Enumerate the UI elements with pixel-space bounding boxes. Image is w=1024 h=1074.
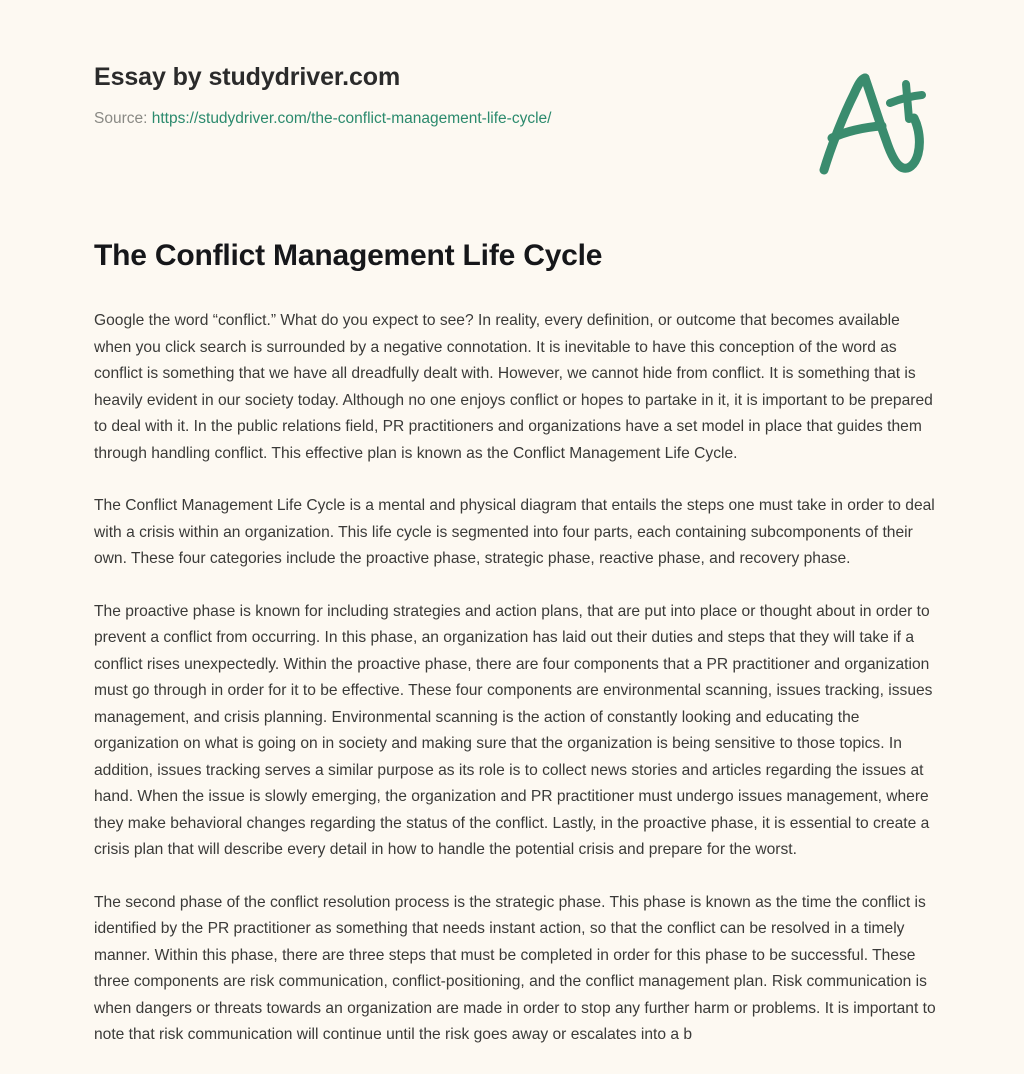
source-line <box>94 109 734 129</box>
paragraph-1: Google the word “conflict.” What do you expect to see? In reality, every definition, or outcome that becomes available when you click search is surrounded by a negative connotation. It is inevitable to have this conception of the word as conflict is something that we have all dreadfully dealt with. However, we cannot hide from conflict. It is something that is heavily evident in our society today. Although no one enjoys conflict or hopes to partake in it, it is important to be prepared to deal with it. In the public relations field, PR practitioners and organizations have a set model in place that guides them through handling conflict. This effective plan is known as the Conflict Management Life Cycle. <box>94 312 933 462</box>
paragraph-2: The Conflict Management Life Cycle is a mental and physical diagram that entails the steps one must take in order to deal with a crisis within an organization. This life cycle is segmented into four parts, each containing subcomponents of their own. These four categories include the proactive phase, strategic phase, reactive phase, and recovery phase. <box>94 497 935 567</box>
source-label: Source: <box>94 110 148 128</box>
a-plus-logo-icon <box>808 66 933 181</box>
brand-block <box>94 62 734 129</box>
paragraph-4: The second phase of the conflict resolution process is the strategic phase. This phase is known as the time the conflict is identified by the PR practitioner as something that needs instant action, so that the conflict can be resolved in a timely manner. Within this phase, there are three steps that must be completed in order for this phase to be successful. These three components are risk communication, conflict-positioning, and the conflict management plan. Risk communication is when dangers or threats towards an organization are made in order to stop any further harm or problems. It is important to note that risk communication will continue until the risk goes away or escalates into a b <box>94 893 936 1043</box>
page-title: The Conflict Management Life Cycle <box>94 239 603 272</box>
paragraph-3: The proactive phase is known for including strategies and action plans, that are put into place or thought about in order to prevent a conflict from occurring. In this phase, an organization has laid out their duties and steps that they will take if a conflict rises unexpectedly. Within the proactive phase, there are four components that a PR practitioner and organization must go through in order for it to be effective. These four components are environmental scanning, issues tracking, issues management, and crisis planning. Environmental scanning is the action of constantly looking and educating the organization on what is going on in society and making sure that the organization is being sensitive to those topics. In addition, issues tracking serves a similar purpose as its role is to collect news stories and articles regarding the issues at hand. When the issue is slowly emerging, the organization and PR practitioner must undergo issues management, where they make behavioral changes regarding the status of the conflict. Lastly, in the proactive phase, it is essential to create a crisis plan that will describe every detail in how to handle the potential crisis and prepare for the worst. <box>94 602 933 858</box>
essay-byline: Essay by studydriver.com <box>94 63 401 91</box>
article-body <box>94 238 936 1049</box>
a-plus-logo <box>808 66 933 181</box>
source-url-link[interactable]: https://studydriver.com/the-conflict-management-life-cycle/ <box>151 110 552 128</box>
page-header <box>0 0 1024 200</box>
